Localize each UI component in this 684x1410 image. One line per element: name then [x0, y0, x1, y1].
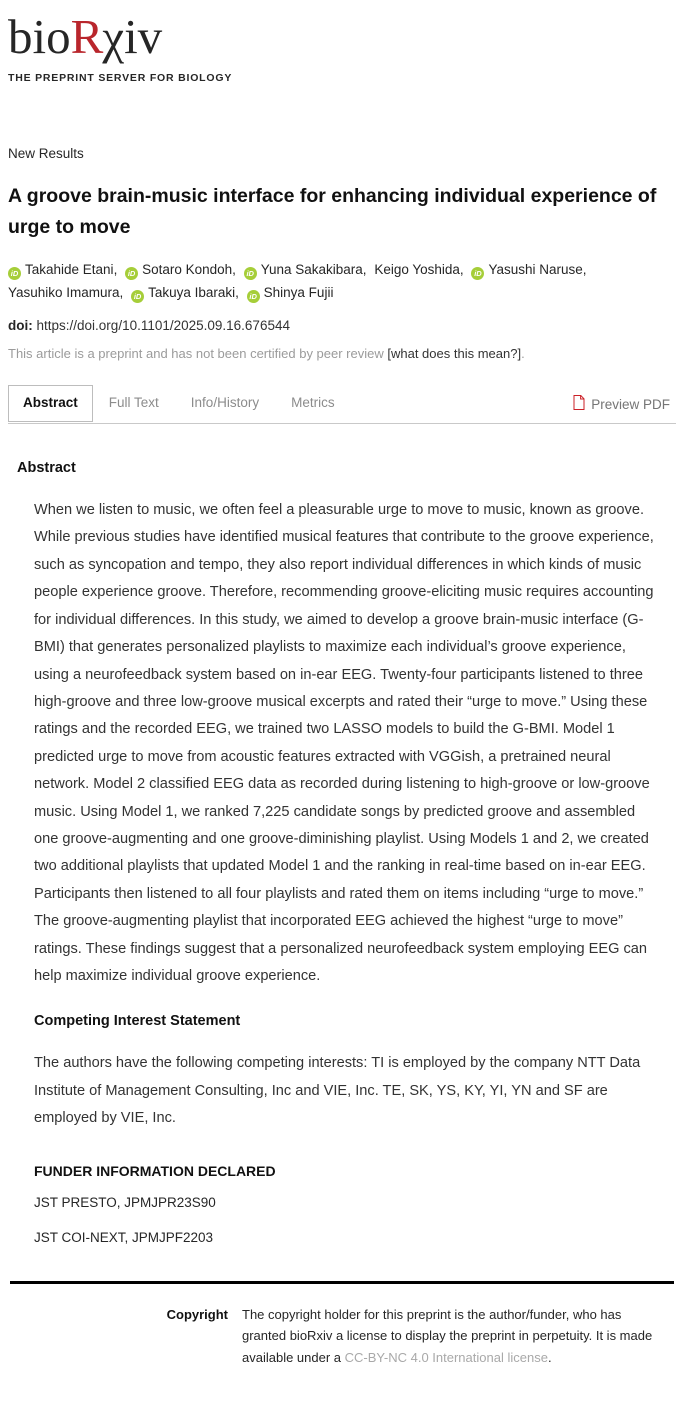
footer-divider: [10, 1281, 674, 1284]
author-link[interactable]: [131, 285, 239, 300]
copyright-suffix: .: [547, 1349, 552, 1365]
logo-chi: χ: [102, 9, 125, 64]
funder-heading: FUNDER INFORMATION DECLARED: [34, 1162, 276, 1179]
author-name[interactable]: Takuya Ibaraki: [148, 285, 236, 301]
what-does-this-mean-link[interactable]: [what does this mean?]: [387, 346, 522, 362]
orcid-icon[interactable]: iD: [471, 267, 484, 280]
abstract-text: When we listen to music, we often feel a pleasurable urge to move to music, known as groove. While previous studies have identified musical features that contribute to the groove experience, such as syncopation and tempo, they also report individual differences in which kinds of music people experience groove. Therefore, recommending groove-eliciting music requires accounting for individual differences. In this study, we aimed to develop a groove brain-music interface (G-BMI) that generates personalized playlists to maximize each individual’s groove experience, using a neurofeedback system based on in-ear EEG. Twenty-four participants listened to three high-groove and three low-groove musical excerpts and rated their “urge to move.” Using these ratings and the recorded EEG, we trained two LASSO models to build the G-BMI. Model 1 predicted urge to move from acoustic features extracted with VGGish, a pretrained neural network. Model 2 classified EEG data as recorded during listening to high-groove or low-groove music. Using Model 1, we ranked 7,225 candidate songs by predicted groove and assembled one groove-augmenting and one groove-diminishing playlist. Using Models 1 and 2, we created two additional playlists that updated Model 1 and the ranking in real-time based on in-ear EEG. Participants then listened to all four playlists and rated them on items including “urge to move.” The groove-augmenting playlist that incorporated EEG achieved the highest “urge to move” ratings. These findings suggest that a personalized neurofeedback system employing EEG can help maximize individual groove experience.: [34, 502, 654, 984]
author-separator: ,: [232, 262, 236, 278]
logo-bio: bio: [8, 9, 71, 64]
cc-license-link[interactable]: CC-BY-NC 4.0 International license: [344, 1349, 548, 1365]
tab-bar: [8, 385, 676, 424]
author-separator: ,: [235, 285, 239, 301]
logo-tagline: THE PREPRINT SERVER FOR BIOLOGY: [8, 72, 233, 85]
orcid-icon[interactable]: iD: [244, 267, 257, 280]
orcid-icon[interactable]: iD: [125, 267, 138, 280]
preview-pdf-button[interactable]: [573, 385, 676, 423]
article-title: A groove brain-music interface for enhancing individual experience of urge to move: [8, 185, 657, 239]
author-link[interactable]: [8, 285, 123, 300]
author-link[interactable]: [8, 262, 117, 277]
author-name[interactable]: Yuna Sakakibara: [260, 262, 363, 278]
orcid-icon[interactable]: iD: [131, 290, 144, 303]
author-link[interactable]: [125, 262, 236, 277]
bottom-spacer: [0, 1368, 684, 1410]
orcid-icon[interactable]: iD: [247, 290, 260, 303]
preprint-note-text: This article is a preprint and has not been certified by peer review: [8, 346, 388, 362]
abstract-heading: Abstract: [17, 460, 76, 477]
pdf-document-icon: [573, 395, 585, 413]
copyright-block: [0, 1304, 684, 1369]
author-name[interactable]: Keigo Yoshida: [374, 262, 460, 278]
competing-interest-text: The authors have the following competing interests: TI is employed by the company NTT Data Institute of Management Consulting, Inc and VIE, Inc. TE, SK, YS, KY, YI, YN and SF are employed by VIE, Inc.: [34, 1055, 641, 1127]
copyright-label: Copyright: [166, 1306, 228, 1322]
author-name[interactable]: Shinya Fujii: [263, 285, 334, 301]
competing-interest-heading: Competing Interest Statement: [34, 1013, 241, 1030]
author-separator: ,: [362, 262, 367, 278]
copyright-text: [242, 1304, 666, 1369]
logo-iv: iv: [124, 9, 163, 64]
author-name[interactable]: Takahide Etani: [25, 262, 114, 278]
tab-abstract[interactable]: Abstract: [8, 385, 93, 422]
author-link[interactable]: [244, 262, 367, 277]
doi-line: [8, 318, 676, 333]
tab-full-text[interactable]: Full Text: [108, 395, 159, 411]
author-link[interactable]: [247, 285, 334, 300]
author-link[interactable]: [471, 262, 586, 277]
biorxiv-wordmark: [8, 9, 684, 64]
author-separator: ,: [113, 262, 118, 278]
author-name[interactable]: Yasushi Naruse: [488, 262, 583, 278]
author-separator: ,: [582, 262, 587, 278]
author-name[interactable]: Yasuhiko Imamura: [8, 285, 120, 301]
author-link[interactable]: [374, 262, 463, 277]
orcid-icon[interactable]: iD: [8, 267, 21, 280]
preprint-note: [8, 346, 676, 361]
doi-link[interactable]: https://doi.org/10.1101/2025.09.16.676544: [36, 318, 290, 334]
funder-item: JST COI-NEXT, JPMJPF2203: [34, 1229, 214, 1245]
logo-r: R: [70, 9, 104, 64]
doi-label: doi:: [8, 318, 33, 334]
preprint-note-suffix: .: [521, 346, 525, 362]
author-list: [8, 258, 676, 304]
author-separator: ,: [119, 285, 124, 301]
section-label: New Results: [8, 146, 84, 162]
copyright-statement: The copyright holder for this preprint is the author/funder, who has granted bioRxiv a license to display the preprint in perpetuity. It is made available under a: [242, 1306, 653, 1365]
funder-item: JST PRESTO, JPMJPR23S90: [34, 1194, 216, 1210]
tab-metrics[interactable]: Metrics: [291, 395, 335, 411]
author-separator: ,: [459, 262, 464, 278]
author-name[interactable]: Sotaro Kondoh: [142, 262, 233, 278]
biorxiv-logo[interactable]: [0, 0, 684, 84]
preview-pdf-label: Preview PDF: [591, 396, 670, 412]
tab-info-history[interactable]: Info/History: [190, 395, 260, 411]
